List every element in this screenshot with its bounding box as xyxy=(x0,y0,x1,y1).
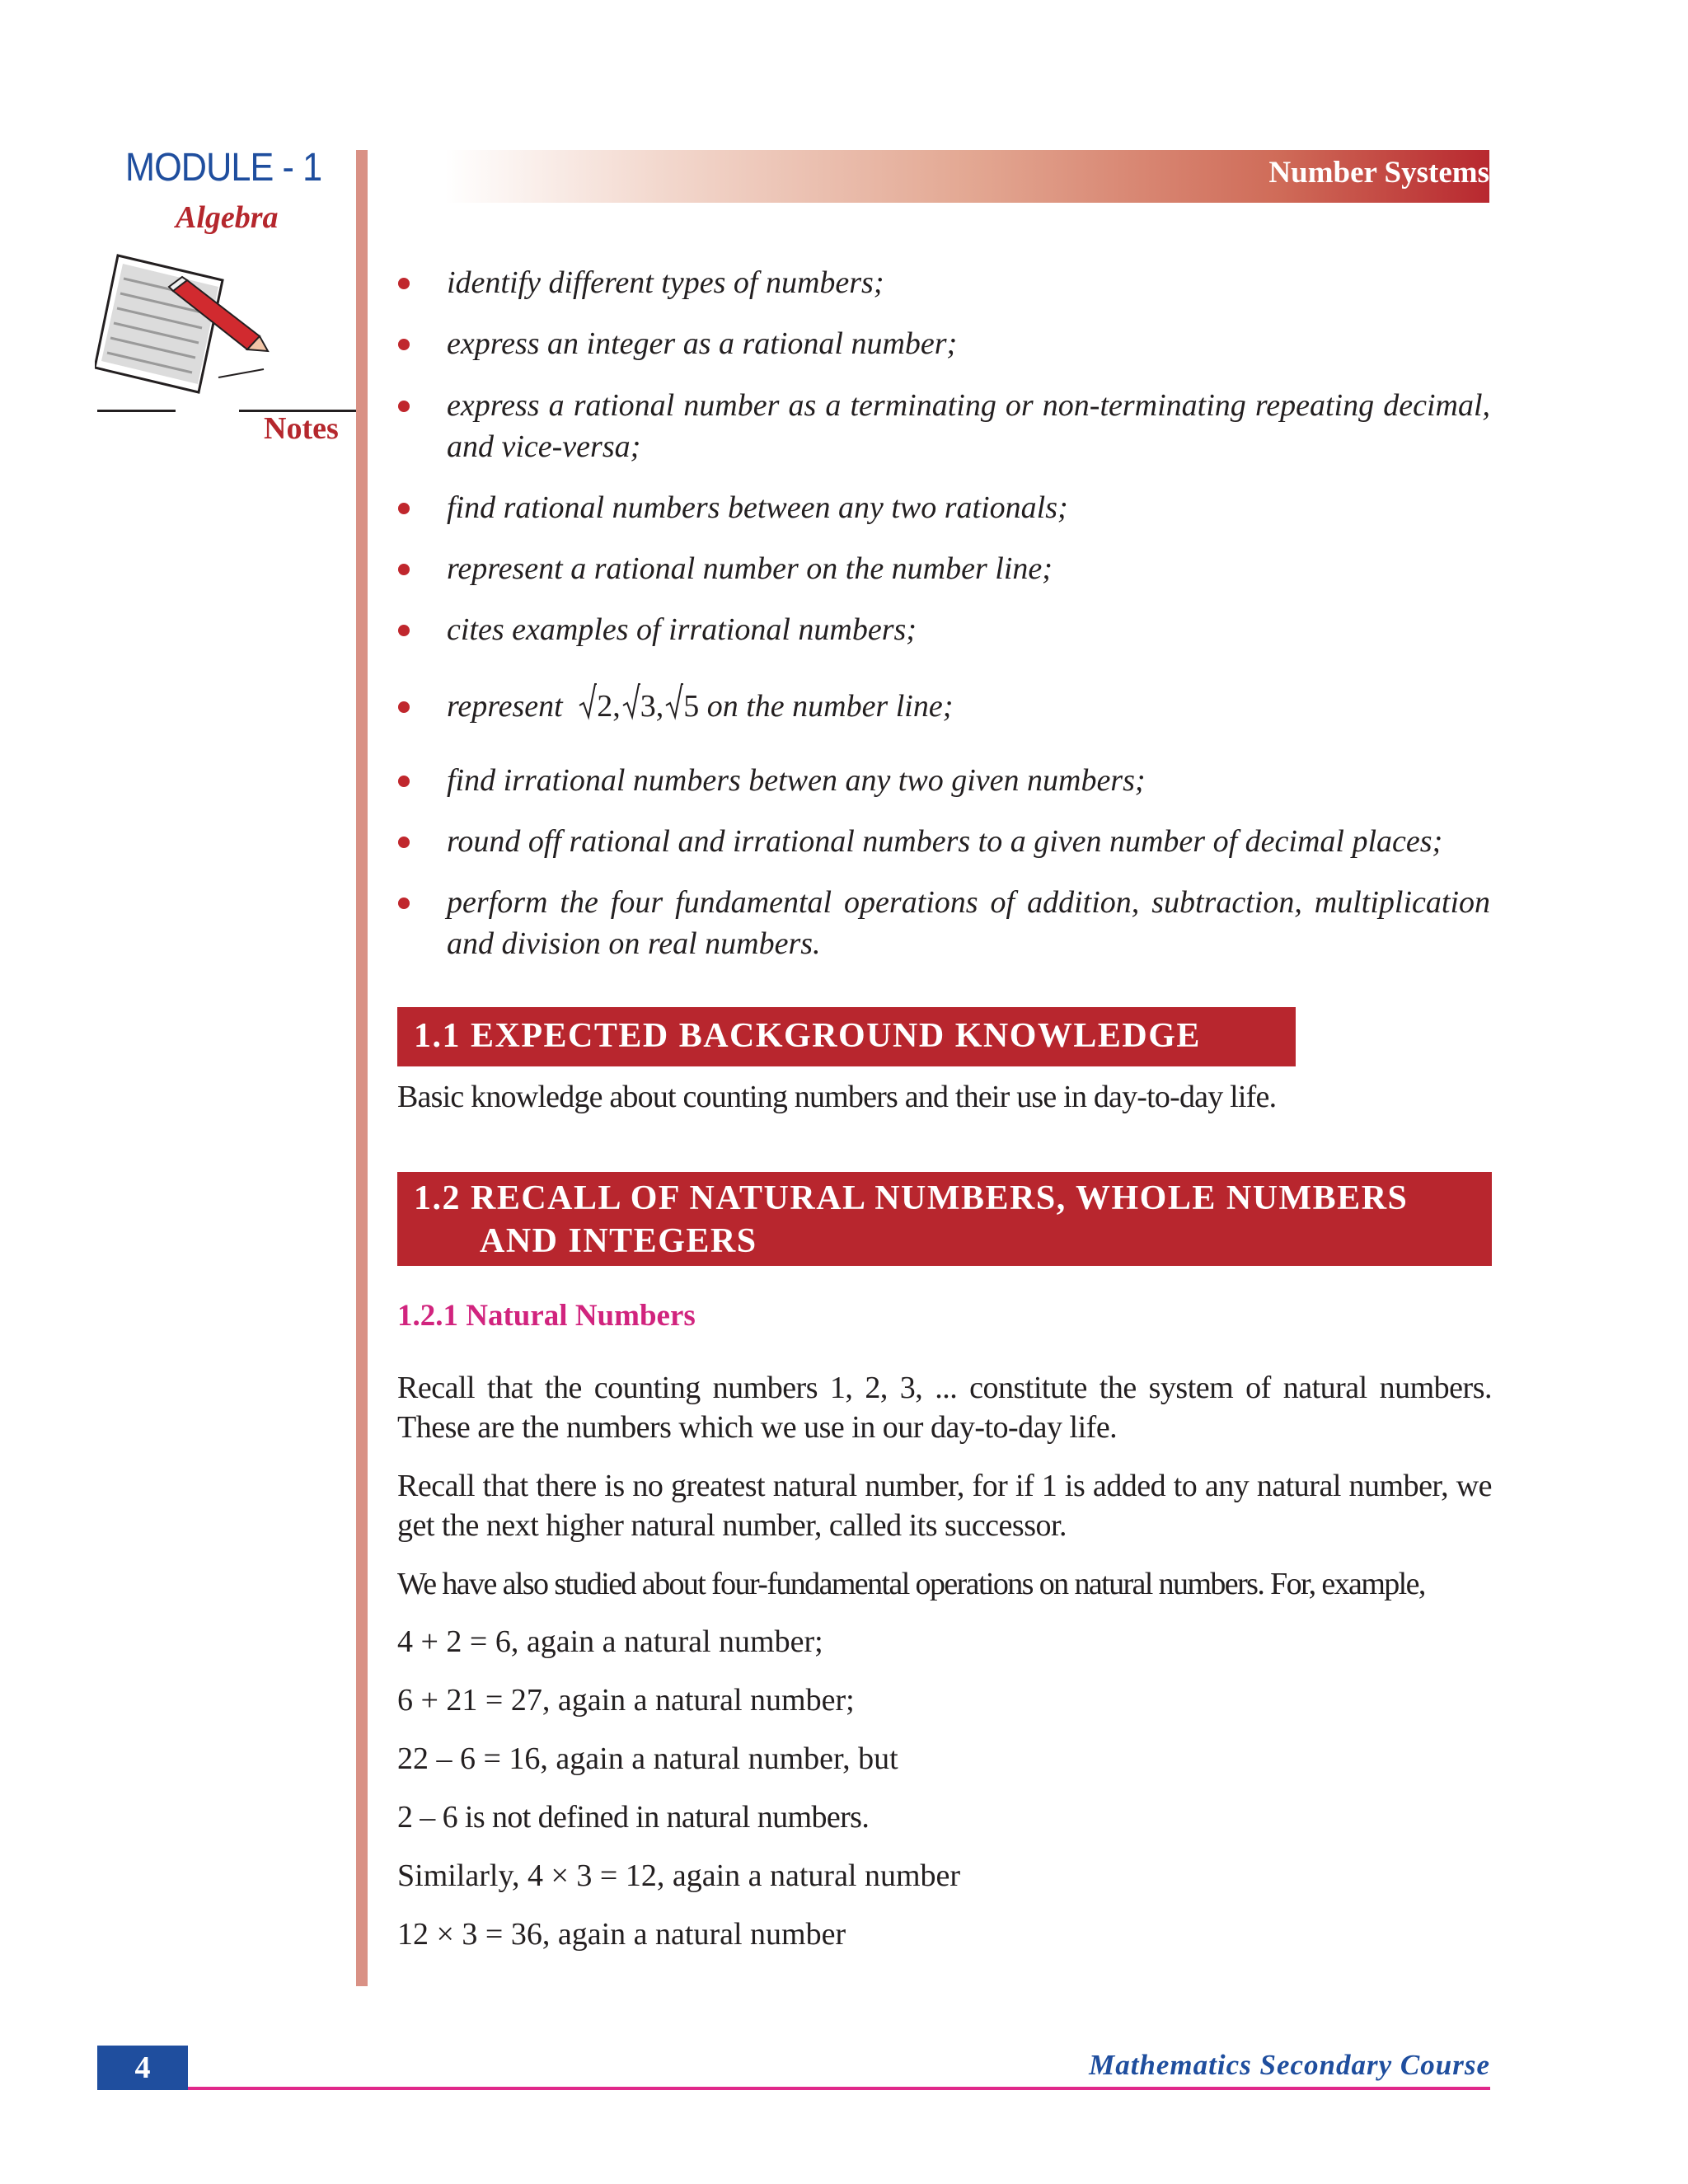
bullet-icon xyxy=(398,837,410,848)
example-line: Similarly, 4 × 3 = 12, again a natural number xyxy=(397,1858,961,1893)
notes-rule-left xyxy=(97,410,176,412)
example-line: 6 + 21 = 27, again a natural number; xyxy=(397,1683,855,1718)
paragraph: We have also studied about four-fundamental operations on natural numbers. For, example, xyxy=(397,1567,1425,1601)
example-line: 12 × 3 = 36, again a natural number xyxy=(397,1917,846,1952)
list-item: express a rational number as a terminating or non-terminating repeating decimal, and vice-versa; xyxy=(394,385,1490,467)
paragraph: Recall that there is no greatest natural number, for if 1 is added to any natural number, we get the next higher natural number, called its successor. xyxy=(397,1469,1492,1543)
square-root-5: 5 xyxy=(665,686,699,727)
module-subtitle: Algebra xyxy=(176,200,279,235)
page-number: 4 xyxy=(97,2046,188,2090)
square-root-3: 3, xyxy=(622,686,664,727)
bullet-icon xyxy=(398,564,410,575)
example-line: 4 + 2 = 6, again a natural number; xyxy=(397,1624,823,1659)
list-item: find rational numbers between any two rationals; xyxy=(394,487,1490,528)
chapter-title: Number Systems xyxy=(1268,156,1489,190)
bullet-icon xyxy=(398,503,410,514)
notes-label: Notes xyxy=(264,411,339,446)
square-root-2: 2, xyxy=(579,686,621,727)
bullet-icon xyxy=(398,625,410,636)
course-title: Mathematics Secondary Course xyxy=(1089,2049,1490,2081)
bullet-icon xyxy=(398,278,410,289)
background-knowledge-text: Basic knowledge about counting numbers and their use in day-to-day life. xyxy=(397,1080,1277,1114)
bullet-icon xyxy=(398,701,410,713)
list-item: express an integer as a rational number; xyxy=(394,323,1490,364)
subsection-heading-natural-numbers: 1.2.1 Natural Numbers xyxy=(397,1299,696,1333)
bullet-icon xyxy=(398,898,410,909)
represent-suffix: on the number line; xyxy=(706,689,954,724)
section-heading-1-1: 1.1 EXPECTED BACKGROUND KNOWLEDGE xyxy=(397,1007,1296,1066)
section-heading-line1: 1.2 RECALL OF NATURAL NUMBERS, WHOLE NUMBERS xyxy=(414,1179,1409,1217)
list-item: perform the four fundamental operations of addition, subtraction, multiplication and division on real numbers. xyxy=(394,882,1490,964)
notebook-with-pencil-icon xyxy=(95,246,272,410)
example-line: 2 – 6 is not defined in natural numbers. xyxy=(397,1800,870,1835)
represent-prefix: represent xyxy=(447,689,563,724)
margin-divider xyxy=(356,150,368,1986)
list-item: cites examples of irrational numbers; xyxy=(394,609,1490,650)
module-title: MODULE - 1 xyxy=(125,146,322,190)
bullet-icon xyxy=(398,401,410,412)
bullet-icon xyxy=(398,776,410,787)
list-item-represent-roots xyxy=(394,686,1490,727)
list-item: identify different types of numbers; xyxy=(394,262,1490,303)
paragraph: Recall that the counting numbers 1, 2, 3, ... constitute the system of natural numbers. These are the numbers which we use in our day-to-day life. xyxy=(397,1371,1492,1445)
footer-rule xyxy=(97,2087,1490,2090)
list-item: represent a rational number on the number line; xyxy=(394,548,1490,589)
section-heading-line2: AND INTEGERS xyxy=(480,1222,757,1260)
section-heading-1-2 xyxy=(397,1172,1492,1266)
list-item: round off rational and irrational numbers to a given number of decimal places; xyxy=(394,821,1490,862)
list-item: find irrational numbers betwen any two given numbers; xyxy=(394,760,1490,801)
example-line: 22 – 6 = 16, again a natural number, but xyxy=(397,1741,898,1776)
bullet-icon xyxy=(398,339,410,350)
